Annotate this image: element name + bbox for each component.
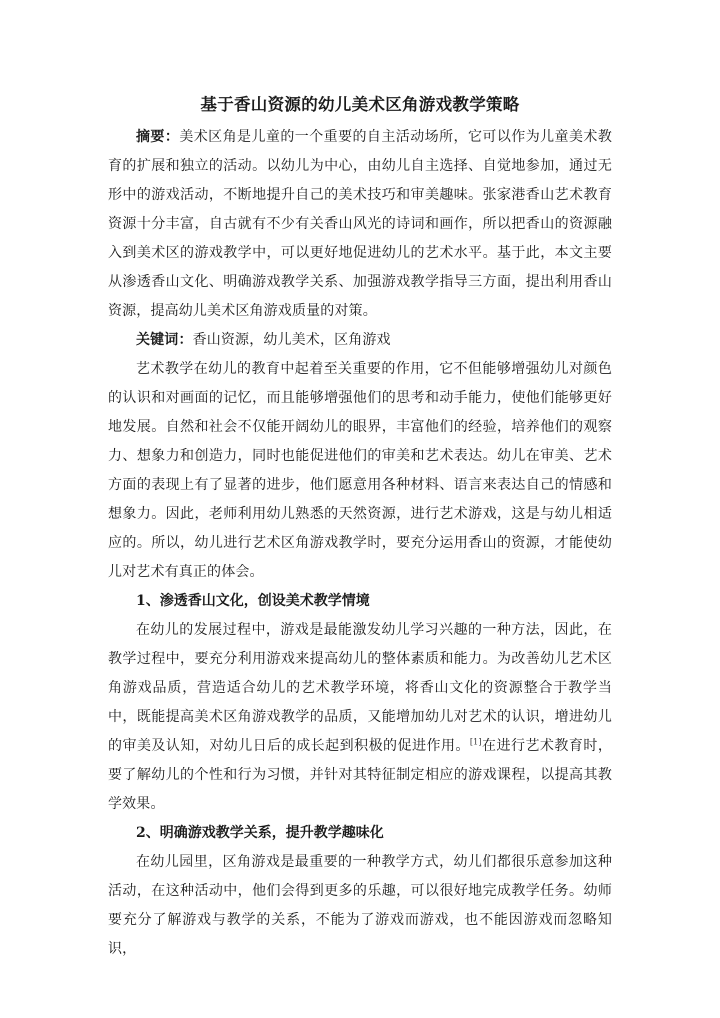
keywords-label: 关键词： [136, 332, 193, 348]
keywords-text: 香山资源，幼儿美术，区角游戏 [192, 332, 391, 348]
section-1-paragraph [108, 616, 612, 819]
abstract-paragraph [108, 123, 612, 326]
keywords-paragraph [108, 326, 612, 355]
abstract-text: 美术区角是儿童的一个重要的自主活动场所，它可以作为儿童美术教育的扩展和独立的活动。以幼儿为中心，由幼儿自主选择、自觉地参加，通过无形中的游戏活动，不断地提升自己的美术技巧和审美趣味。张家港香山艺术教育资源十分丰富，自古就有不少有关香山风光的诗词和画作，所以把香山的资源融入到美术区的游戏教学中，可以更好地促进幼儿的艺术水平。基于此，本文主要从渗透香山文化、明确游戏教学关系、加强游戏教学指导三方面，提出利用香山资源，提高幼儿美术区角游戏质量的对策。 [108, 129, 613, 319]
section-2-paragraph: 在幼儿园里，区角游戏是最重要的一种教学方式，幼儿们都很乐意参加这种活动，在这种活动中，他们会得到更多的乐趣，可以很好地完成教学任务。幼师要充分了解游戏与教学的关系，不能为了游戏而游戏，也不能因游戏而忽略知识， [108, 854, 612, 957]
section-2-heading: 2、明确游戏教学关系，提升教学趣味化 [136, 825, 384, 841]
abstract-label: 摘要： [136, 129, 180, 145]
paper-title: 基于香山资源的幼儿美术区角游戏教学策略 [200, 95, 520, 114]
intro-paragraph: 艺术教学在幼儿的教育中起着至关重要的作用，它不但能够增强幼儿对颜色的认识和对画面的记忆，而且能够增强他们的思考和动手能力，使他们能够更好地发展。自然和社会不仅能开阔幼儿的眼界，丰富他们的经验，培养他们的观察力、想象力和创造力，同时也能促进他们的审美和艺术表达。幼儿在审美、艺术方面的表现上有了显著的进步，他们愿意用各种材料、语言来表达自己的情感和想象力。因此，老师利用幼儿熟悉的天然资源，进行艺术游戏，这是与幼儿相适应的。所以，幼儿进行艺术区角游戏教学时，要充分运用香山的资源，才能使幼儿对艺术有真正的体会。 [108, 361, 612, 580]
section-1-text-before-ref: 在幼儿的发展过程中，游戏是最能激发幼儿学习兴趣的一种方法，因此，在教学过程中，要充分利用游戏来提高幼儿的整体素质和能力。为改善幼儿艺术区角游戏品质，营造适合幼儿的艺术教学环境，将香山文化的资源整合于教学当中，既能提高美术区角游戏教学的品质，又能增加幼儿对艺术的认识，增进幼儿的审美及认知，对幼儿日后的成长起到积极的促进作用。 [108, 622, 612, 754]
section-1-heading: 1、渗透香山文化，创设美术教学情境 [136, 593, 370, 609]
section-1-text-after-ref: 在进行艺术教育时，要了解幼儿的个性和行为习惯，并针对其特征制定相应的游戏课程，以提高其教学效果。 [108, 738, 612, 812]
citation-ref-1[interactable]: [1] [469, 737, 482, 747]
